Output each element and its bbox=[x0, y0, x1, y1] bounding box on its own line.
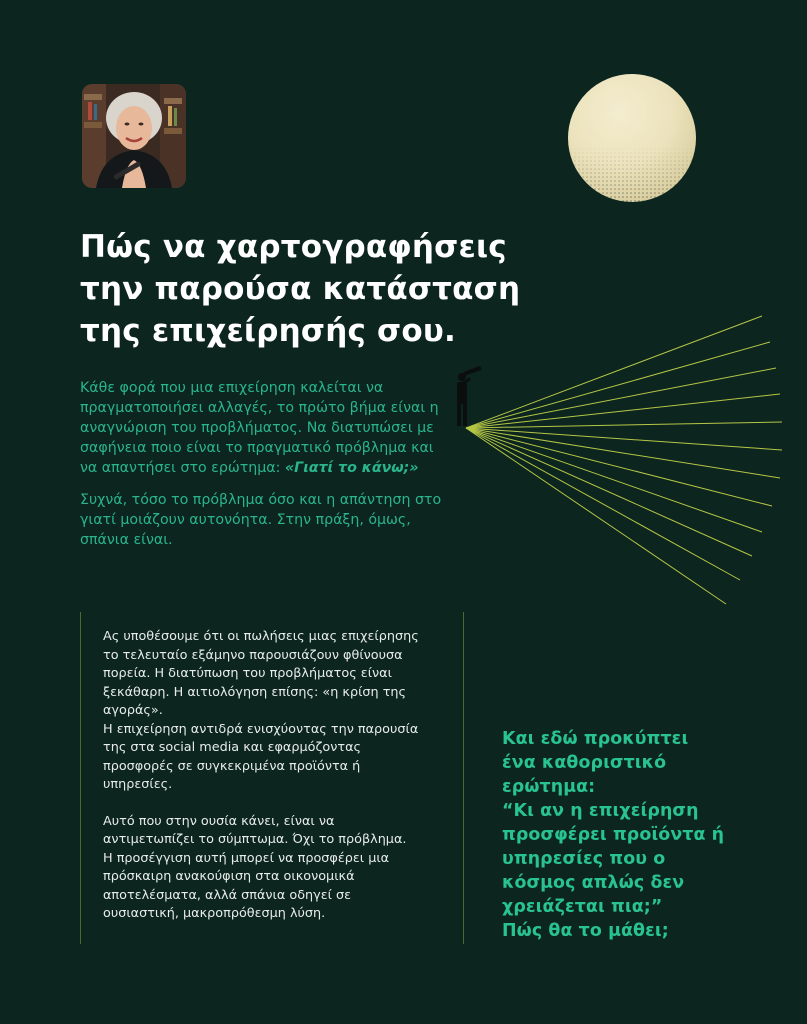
light-rays bbox=[466, 316, 782, 604]
callout-line: προσφέρει προϊόντα ή bbox=[502, 825, 725, 845]
text-line: αντιμετωπίζει το σύμπτωμα. Όχι το πρόβλημα. bbox=[103, 832, 407, 847]
author-portrait bbox=[82, 84, 186, 188]
text-line: Η προσέγγιση αυτή μπορεί να προσφέρει μια bbox=[103, 850, 390, 866]
title-line: την παρούσα κατάσταση bbox=[80, 271, 521, 307]
left-divider bbox=[80, 612, 81, 944]
callout-line: ένα καθοριστικό bbox=[502, 753, 667, 773]
telescope-illustration bbox=[440, 310, 807, 610]
telescope-rays-graphic bbox=[440, 310, 807, 610]
text-line: υπηρεσίες. bbox=[103, 777, 173, 792]
intro-paragraph-1-text: Κάθε φορά που μια επιχείρηση καλείται να πραγματοποιήσει αλλαγές, το πρώτο βήμα είναι η αναγνώριση του προβλήματος. Να διατυπώσει με σαφήνεια ποιο είναι το πραγματικό πρόβλημα και να απαντήσει στο ερώτημα: bbox=[80, 380, 439, 476]
callout-line: χρειάζεται πια;” bbox=[502, 897, 663, 917]
body-text bbox=[103, 628, 453, 942]
moon-graphic bbox=[566, 72, 698, 204]
person-silhouette bbox=[457, 366, 482, 426]
portrait-image bbox=[82, 84, 186, 188]
callout-line: “Κι αν η επιχείρηση bbox=[502, 801, 699, 821]
intro-paragraph-1 bbox=[80, 378, 450, 478]
moon-illustration bbox=[566, 72, 698, 204]
callout-line: κόσμος απλώς δεν bbox=[502, 873, 685, 893]
body-paragraph-2 bbox=[103, 813, 453, 924]
text-line: προσφορές σε συγκεκριμένα προϊόντα ή bbox=[103, 758, 361, 774]
callout-line: Πώς θα το μάθει; bbox=[502, 921, 669, 941]
callout-line: ερώτημα: bbox=[502, 777, 596, 797]
intro-paragraph-2: Συχνά, τόσο το πρόβλημα όσο και η απάντηση στο γιατί μοιάζουν αυτονόητα. Στην πράξη, όμως, σπάνια είναι. bbox=[80, 492, 442, 548]
text-line: το τελευταίο εξάμηνο παρουσιάζουν φθίνουσα bbox=[103, 647, 403, 663]
text-line: πορεία. Η διατύπωση του προβλήματος είναι bbox=[103, 666, 392, 681]
callout-question bbox=[502, 727, 782, 943]
text-line: αποτελέσματα, αλλά σπάνια οδηγεί σε bbox=[103, 887, 352, 903]
text-line: Η επιχείρηση αντιδρά ενισχύοντας την παρουσία bbox=[103, 721, 419, 737]
callout-line: Και εδώ προκύπτει bbox=[502, 729, 689, 749]
text-line: ουσιαστική, μακροπρόθεσμη λύση. bbox=[103, 906, 326, 921]
text-line: αγοράς». bbox=[103, 703, 163, 718]
body-paragraph-1 bbox=[103, 628, 453, 795]
text-line: ξεκάθαρη. Η αιτιολόγηση επίσης: «η κρίση της bbox=[103, 684, 407, 700]
title-line: της επιχείρησής σου. bbox=[80, 313, 456, 349]
text-line: πρόσκαιρη ανακούφιση στα οικονομικά bbox=[103, 869, 355, 884]
title-line: Πώς να χαρτογραφήσεις bbox=[80, 229, 507, 265]
intro-question-emphasis: «Γιατί το κάνω;» bbox=[284, 460, 419, 476]
text-line: Αυτό που στην ουσία κάνει, είναι να bbox=[103, 813, 335, 829]
text-line: Ας υποθέσουμε ότι οι πωλήσεις μιας επιχείρησης bbox=[103, 629, 419, 644]
text-line: της στα social media και εφαρμόζοντας bbox=[103, 740, 362, 755]
right-divider bbox=[463, 612, 464, 944]
callout-line: υπηρεσίες που ο bbox=[502, 849, 666, 869]
intro-text bbox=[80, 378, 450, 562]
